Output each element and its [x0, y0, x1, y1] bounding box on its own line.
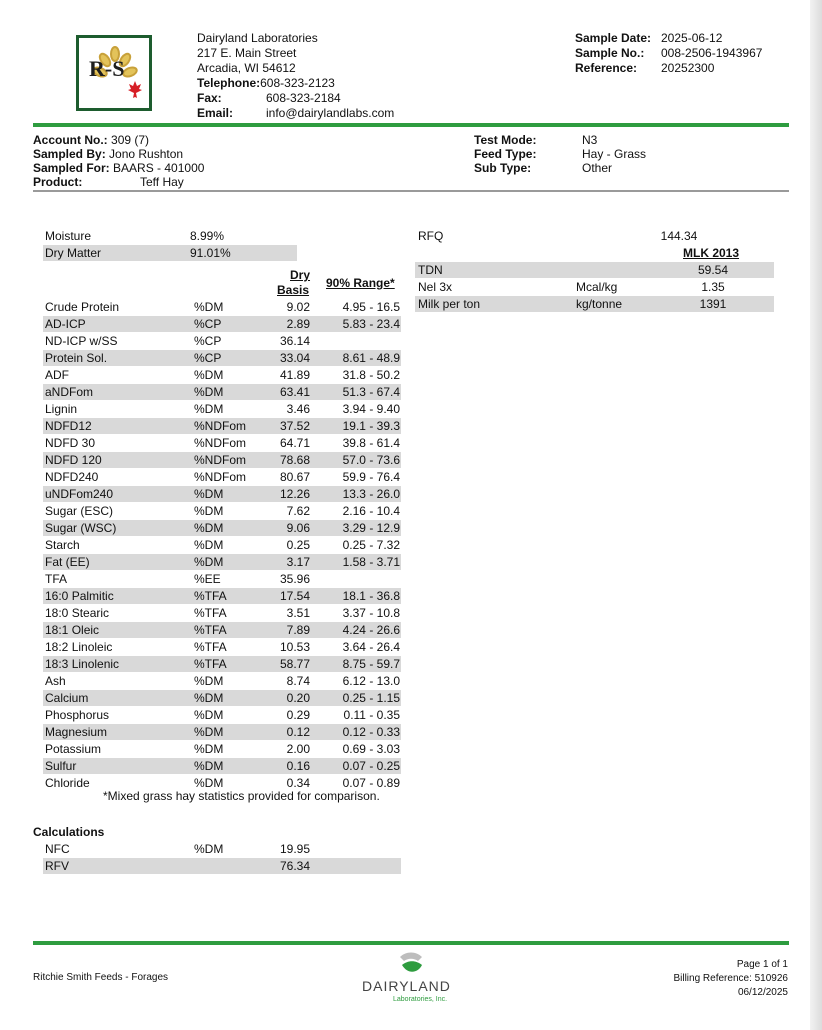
nutrient-range: 1.58 - 3.71	[342, 555, 400, 569]
basis-header: Basis	[277, 283, 310, 297]
nutrient-name: NDFD240	[45, 470, 99, 484]
test-mode-label: Test Mode:	[474, 133, 537, 147]
milk-row	[415, 279, 774, 295]
nutrient-unit: %DM	[194, 402, 224, 416]
milk-row-value: 1391	[699, 297, 727, 311]
milk-row-value: 1.35	[701, 280, 725, 294]
fax-label: Fax:	[197, 91, 222, 105]
nutrient-unit: %NDFom	[194, 419, 247, 433]
reference-label: Reference:	[575, 61, 638, 75]
nutrient-range: 0.12 - 0.33	[342, 725, 400, 739]
nutrient-unit: %DM	[194, 555, 224, 569]
sampled-by-value: Jono Rushton	[109, 147, 184, 161]
nutrient-range: 51.3 - 67.4	[342, 385, 400, 399]
nutrient-name: TFA	[45, 572, 68, 586]
rfq-row	[415, 228, 774, 244]
nutrient-name: Sugar (WSC)	[45, 521, 117, 535]
milk-header: MLK 2013	[683, 246, 740, 260]
milk-row	[415, 262, 774, 278]
nutrient-name: 18:3 Linolenic	[45, 657, 120, 671]
nutrient-value: 3.46	[286, 402, 310, 416]
nutrient-row	[43, 384, 401, 400]
rfq-label: RFQ	[418, 229, 444, 243]
nutrient-row	[43, 435, 401, 451]
account-divider	[33, 190, 789, 192]
lab-name: Dairyland Laboratories	[197, 31, 318, 45]
nutrient-value: 33.04	[279, 351, 310, 365]
nutrient-unit: %DM	[194, 776, 224, 790]
sub-type-label: Sub Type:	[474, 161, 532, 175]
nutrient-name: ADF	[45, 368, 69, 382]
nutrient-row	[43, 639, 401, 655]
footer-left-text: Ritchie Smith Feeds - Forages	[33, 972, 169, 983]
milk-row-unit: kg/tonne	[576, 297, 623, 311]
nutrient-row	[43, 367, 401, 383]
nutrient-unit: %DM	[194, 521, 224, 535]
nutrient-value: 0.20	[286, 691, 310, 705]
nutrient-range: 4.95 - 16.5	[342, 300, 400, 314]
footer-billing: Billing Reference: 510926	[673, 973, 788, 984]
nutrient-unit: %TFA	[194, 640, 227, 654]
nutrient-range: 39.8 - 61.4	[342, 436, 400, 450]
nutrient-range: 18.1 - 36.8	[342, 589, 400, 603]
telephone-label: Telephone:	[197, 76, 261, 90]
nutrient-row	[43, 741, 401, 757]
calculations-title: Calculations	[33, 825, 105, 839]
nutrient-range: 4.24 - 26.6	[342, 623, 400, 637]
nutrient-value: 64.71	[279, 436, 310, 450]
nutrient-name: AD-ICP	[45, 317, 86, 331]
nutrient-row	[43, 299, 401, 315]
nutrient-range: 0.25 - 7.32	[342, 538, 400, 552]
nutrient-value: 0.34	[286, 776, 310, 790]
nutrient-name: Phosphorus	[45, 708, 110, 722]
footnote: *Mixed grass hay statistics provided for comparison.	[103, 789, 380, 803]
nutrient-name: Fat (EE)	[45, 555, 90, 569]
nutrient-name: uNDFom240	[45, 487, 114, 501]
nutrient-row	[43, 401, 401, 417]
nutrient-row	[43, 452, 401, 468]
nutrient-name: Sulfur	[45, 759, 77, 773]
nutrient-range: 57.0 - 73.6	[342, 453, 400, 467]
nutrient-name: Calcium	[45, 691, 89, 705]
lab-city: Arcadia, WI 54612	[197, 61, 296, 75]
nutrient-unit: %DM	[194, 691, 224, 705]
nutrient-range: 2.16 - 10.4	[342, 504, 400, 518]
nutrient-range: 0.25 - 1.15	[342, 691, 400, 705]
dairyland-cow-icon	[396, 949, 426, 979]
nutrient-row	[43, 605, 401, 621]
rfq-value: 144.34	[660, 229, 698, 243]
milk-row	[415, 296, 774, 312]
nutrient-name: NDFD12	[45, 419, 92, 433]
nutrient-row	[43, 350, 401, 366]
nutrient-value: 35.96	[279, 572, 310, 586]
calc-value: 19.95	[279, 842, 310, 856]
nutrient-unit: %CP	[194, 317, 222, 331]
nutrient-row	[43, 503, 401, 519]
nutrient-unit: %TFA	[194, 589, 227, 603]
nutrient-value: 2.00	[286, 742, 310, 756]
milk-row-value: 59.54	[697, 263, 729, 277]
nutrient-value: 78.68	[279, 453, 310, 467]
nutrient-value: 80.67	[279, 470, 310, 484]
footer-brand: DAIRYLAND	[362, 978, 451, 994]
footer-divider	[33, 941, 789, 945]
nutrient-value: 7.89	[286, 623, 310, 637]
moisture-row	[43, 228, 297, 244]
dry-header: Dry	[290, 268, 311, 282]
telephone-value: 608-323-2123	[260, 76, 335, 90]
nutrient-name: Ash	[45, 674, 66, 688]
nutrient-unit: %DM	[194, 385, 224, 399]
nutrient-unit: %DM	[194, 300, 224, 314]
calc-row-nfc	[43, 841, 401, 857]
dry-matter-row	[43, 245, 297, 261]
lab-street: 217 E. Main Street	[197, 46, 297, 60]
nutrient-unit: %NDFom	[194, 453, 247, 467]
milk-row-name: Nel 3x	[418, 280, 453, 294]
nutrient-name: Protein Sol.	[45, 351, 108, 365]
nutrient-range: 3.37 - 10.8	[342, 606, 400, 620]
nutrient-unit: %TFA	[194, 657, 227, 671]
nutrient-value: 3.51	[286, 606, 310, 620]
nutrient-unit: %TFA	[194, 606, 227, 620]
nutrient-name: NDFD 120	[45, 453, 102, 467]
footer-page: Page 1 of 1	[736, 959, 788, 970]
nutrient-unit: %CP	[194, 334, 222, 348]
nutrient-row	[43, 554, 401, 570]
nutrient-unit: %DM	[194, 759, 224, 773]
email-label: Email:	[197, 106, 234, 120]
nutrient-range: 0.07 - 0.25	[342, 759, 400, 773]
nutrient-range: 0.11 - 0.35	[343, 708, 400, 722]
nutrient-unit: %TFA	[194, 623, 227, 637]
nutrient-range: 31.8 - 50.2	[342, 368, 400, 382]
moisture-value: 8.99%	[190, 229, 225, 243]
nutrient-range: 19.1 - 39.3	[342, 419, 400, 433]
nutrient-name: Starch	[45, 538, 80, 552]
nutrient-range: 13.3 - 26.0	[342, 487, 400, 501]
sampled-by-label: Sampled By:	[33, 147, 106, 161]
nutrient-name: NDFD 30	[45, 436, 96, 450]
nutrient-value: 8.74	[286, 674, 310, 688]
nutrient-value: 0.25	[286, 538, 310, 552]
nutrient-unit: %CP	[194, 351, 222, 365]
nutrient-range: 0.07 - 0.89	[342, 776, 400, 790]
nutrient-name: Crude Protein	[45, 300, 120, 314]
nutrient-range: 6.12 - 13.0	[342, 674, 400, 688]
header-divider	[33, 123, 789, 127]
nutrient-unit: %DM	[194, 538, 224, 552]
nutrient-value: 7.62	[286, 504, 310, 518]
nutrient-row	[43, 707, 401, 723]
sample-no-label: Sample No.:	[575, 46, 645, 60]
nutrient-name: 16:0 Palmitic	[45, 589, 114, 603]
calc-row-rfv	[43, 858, 401, 874]
nutrient-value: 58.77	[279, 657, 310, 671]
nutrient-value: 2.89	[286, 317, 310, 331]
nutrient-name: Magnesium	[45, 725, 108, 739]
nutrient-row	[43, 571, 401, 587]
nutrient-value: 63.41	[279, 385, 310, 399]
nutrient-value: 0.29	[286, 708, 310, 722]
range-header: 90% Range*	[326, 276, 395, 290]
nutrient-name: 18:2 Linoleic	[45, 640, 113, 654]
nutrient-value: 36.14	[279, 334, 310, 348]
feed-type-label: Feed Type:	[474, 147, 537, 161]
test-mode-value: N3	[582, 133, 598, 147]
nutrient-row	[43, 673, 401, 689]
nutrient-row	[43, 316, 401, 332]
product-value: Teff Hay	[140, 175, 184, 189]
nutrient-value: 10.53	[279, 640, 310, 654]
email-value[interactable]: info@dairylandlabs.com	[266, 106, 395, 120]
nutrient-range: 3.29 - 12.9	[342, 521, 400, 535]
nutrient-range: 5.83 - 23.4	[342, 317, 400, 331]
nutrient-unit: %DM	[194, 504, 224, 518]
nutrient-row	[43, 724, 401, 740]
nutrient-range: 59.9 - 76.4	[342, 470, 400, 484]
nutrient-name: ND-ICP w/SS	[45, 334, 118, 348]
nutrient-value: 3.17	[286, 555, 310, 569]
milk-row-unit: Mcal/kg	[576, 280, 618, 294]
nutrient-row	[43, 418, 401, 434]
nutrient-row	[43, 656, 401, 672]
sampled-for-label: Sampled For:	[33, 161, 110, 175]
nutrient-range: 3.64 - 26.4	[342, 640, 400, 654]
nutrient-value: 17.54	[279, 589, 310, 603]
nutrient-name: Potassium	[45, 742, 102, 756]
footer-brand-sub: Laboratories, Inc.	[393, 996, 448, 1003]
moisture-label: Moisture	[45, 229, 92, 243]
nutrient-value: 37.52	[279, 419, 310, 433]
nutrient-row	[43, 520, 401, 536]
nutrient-name: 18:1 Oleic	[45, 623, 100, 637]
calc-name: NFC	[45, 842, 70, 856]
calc-unit: %DM	[194, 842, 224, 856]
nutrient-value: 0.12	[286, 725, 310, 739]
nutrient-unit: %DM	[194, 742, 224, 756]
nutrient-name: Sugar (ESC)	[45, 504, 114, 518]
milk-row-name: TDN	[418, 263, 443, 277]
calc-value: 76.34	[279, 859, 310, 873]
nutrient-row	[43, 690, 401, 706]
nutrient-range: 3.94 - 9.40	[342, 402, 400, 416]
nutrient-unit: %NDFom	[194, 470, 247, 484]
nutrient-unit: %NDFom	[194, 436, 247, 450]
nutrient-unit: %DM	[194, 725, 224, 739]
product-label: Product:	[33, 175, 83, 189]
sample-date-value: 2025-06-12	[661, 31, 723, 45]
sub-type-value: Other	[582, 161, 613, 175]
nutrient-unit: %DM	[194, 674, 224, 688]
dry-matter-label: Dry Matter	[45, 246, 102, 260]
lab-logo	[76, 35, 152, 111]
sample-no-value: 008-2506-1943967	[661, 46, 763, 60]
nutrient-row	[43, 486, 401, 502]
nutrient-row	[43, 588, 401, 604]
nutrient-value: 41.89	[279, 368, 310, 382]
sampled-for-value: BAARS - 401000	[113, 161, 205, 175]
nutrient-row	[43, 333, 401, 349]
nutrient-unit: %DM	[194, 708, 224, 722]
feed-type-value: Hay - Grass	[582, 147, 647, 161]
account-value: 309 (7)	[111, 133, 150, 147]
nutrient-range: 0.69 - 3.03	[342, 742, 400, 756]
nutrient-value: 9.06	[286, 521, 310, 535]
nutrient-name: aNDFom	[45, 385, 94, 399]
nutrient-row	[43, 537, 401, 553]
nutrient-range: 8.61 - 48.9	[342, 351, 400, 365]
nutrient-value: 0.16	[286, 759, 310, 773]
nutrient-row	[43, 469, 401, 485]
milk-row-name: Milk per ton	[418, 297, 481, 311]
account-label: Account No.:	[33, 133, 108, 147]
nutrient-name: Lignin	[45, 402, 78, 416]
nutrient-unit: %DM	[194, 487, 224, 501]
calc-name: RFV	[45, 859, 69, 873]
nutrient-unit: %EE	[194, 572, 221, 586]
nutrient-row	[43, 622, 401, 638]
sample-date-label: Sample Date:	[575, 31, 652, 45]
dry-matter-value: 91.01%	[190, 246, 231, 260]
logo-text: R-S	[89, 56, 125, 81]
nutrient-name: 18:0 Stearic	[45, 606, 110, 620]
nutrient-value: 12.26	[279, 487, 310, 501]
nutrient-range: 8.75 - 59.7	[342, 657, 400, 671]
nutrient-name: Chloride	[45, 776, 90, 790]
reference-value: 20252300	[661, 61, 715, 75]
fax-value: 608-323-2184	[266, 91, 341, 105]
nutrient-value: 9.02	[286, 300, 310, 314]
footer-date: 06/12/2025	[737, 987, 788, 998]
page-edge	[810, 0, 822, 1030]
nutrient-unit: %DM	[194, 368, 224, 382]
nutrient-row	[43, 758, 401, 774]
